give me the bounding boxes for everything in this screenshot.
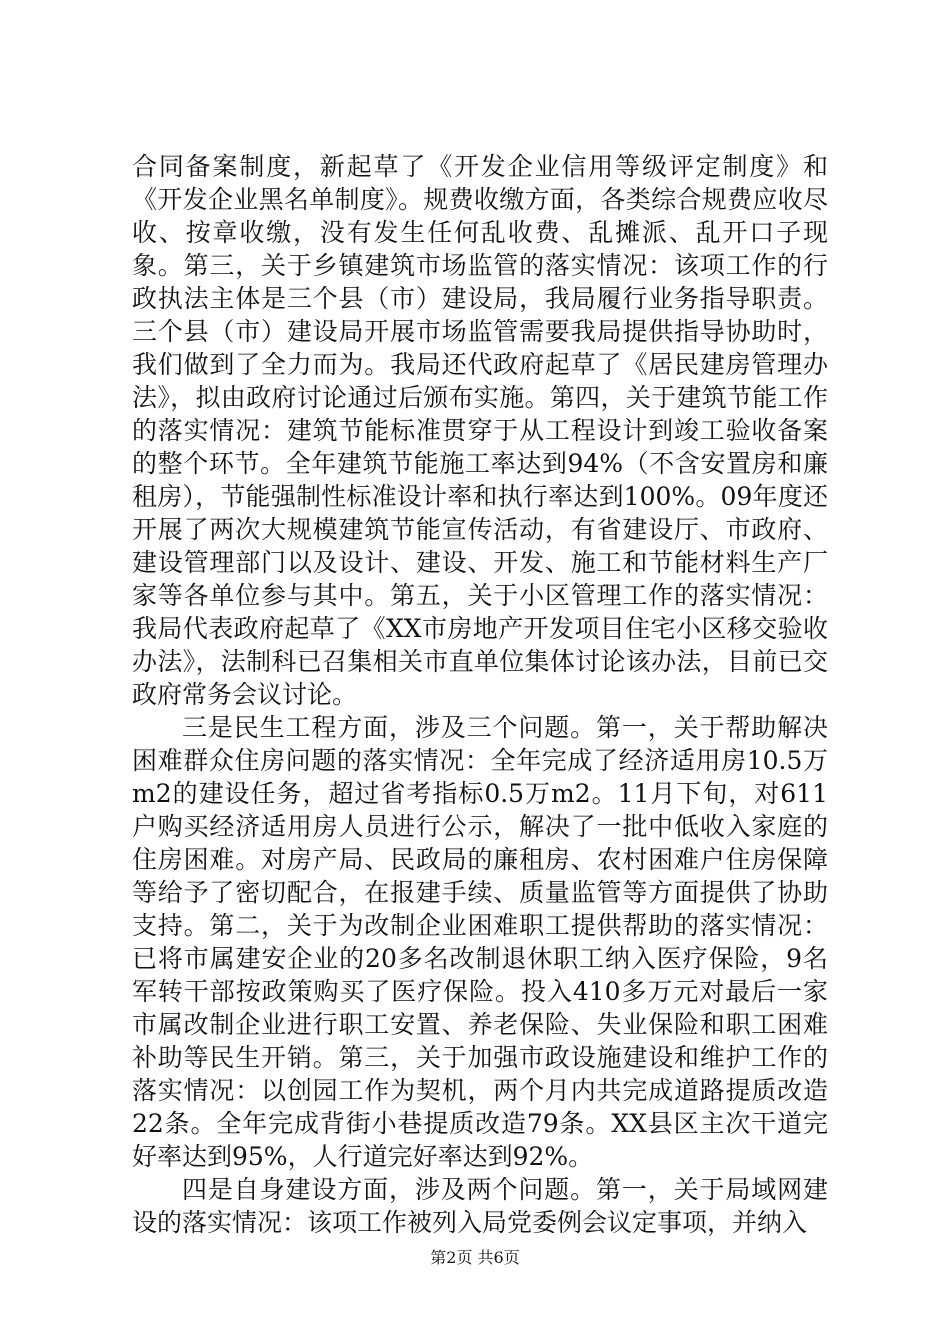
page-footer <box>0 1247 950 1269</box>
paragraph-self-construction: 四是自身建设方面，涉及两个问题。第一，关于局域网建设的落实情况：该项工作被列入局党委例会议定事项，并纳入 <box>132 1175 828 1237</box>
document-body <box>132 150 828 1239</box>
paragraph-continued: 合同备案制度，新起草了《开发企业信用等级评定制度》和《开发企业黑名单制度》。规费收缴方面，各类综合规费应收尽收、按章收缴，没有发生任何乱收费、乱摊派、乱开口子现象。第三，关于乡镇建筑市场监管的落实情况：该项工作的行政执法主体是三个县（市）建设局，我局履行业务指导职责。三个县（市）建设局开展市场监管需要我局提供指导协助时，我们做到了全力而为。我局还代政府起草了《居民建房管理办法》，拟由政府讨论通过后颁布实施。第四，关于建筑节能工作的落实情况：建筑节能标准贯穿于从工程设计到竣工验收备案的整个环节。全年建筑节能施工率达到94%（不含安置房和廉租房），节能强制性标准设计率和执行率达到100%。09年度还开展了两次大规模建筑节能宣传活动，有省建设厅、市政府、建设管理部门以及设计、建设、开发、施工和节能材料生产厂家等各单位参与其中。第五，关于小区管理工作的落实情况：我局代表政府起草了《XX市房地产开发项目住宅小区移交验收办法》，法制科已召集相关市直单位集体讨论该办法，目前已交政府常务会议讨论。 <box>132 152 828 709</box>
paragraph-livelihood-projects: 三是民生工程方面，涉及三个问题。第一，关于帮助解决困难群众住房问题的落实情况：全年完成了经济适用房10.5万m2的建设任务，超过省考指标0.5万m2。11月下旬，对611户购买经济适用房人员进行公示，解决了一批中低收入家庭的住房困难。对房产局、民政局的廉租房、农村困难户住房保障等给予了密切配合，在报建手续、质量监管等方面提供了协助支持。第二，关于为改制企业困难职工提供帮助的落实情况：已将市属建安企业的20多名改制退休职工纳入医疗保险，9名军转干部按政策购买了医疗保险。投入410多万元对最后一家市属改制企业进行职工安置、养老保险、失业保险和职工困难补助等民生开销。第三，关于加强市政设施建设和维护工作的落实情况：以创园工作为契机，两个月内共完成道路提质改造22条。全年完成背街小巷提质改造79条。XX县区主次干道完好率达到95%，人行道完好率达到92%。 <box>132 713 828 1171</box>
page-number-label: 第2页 共6页 <box>430 1248 520 1267</box>
